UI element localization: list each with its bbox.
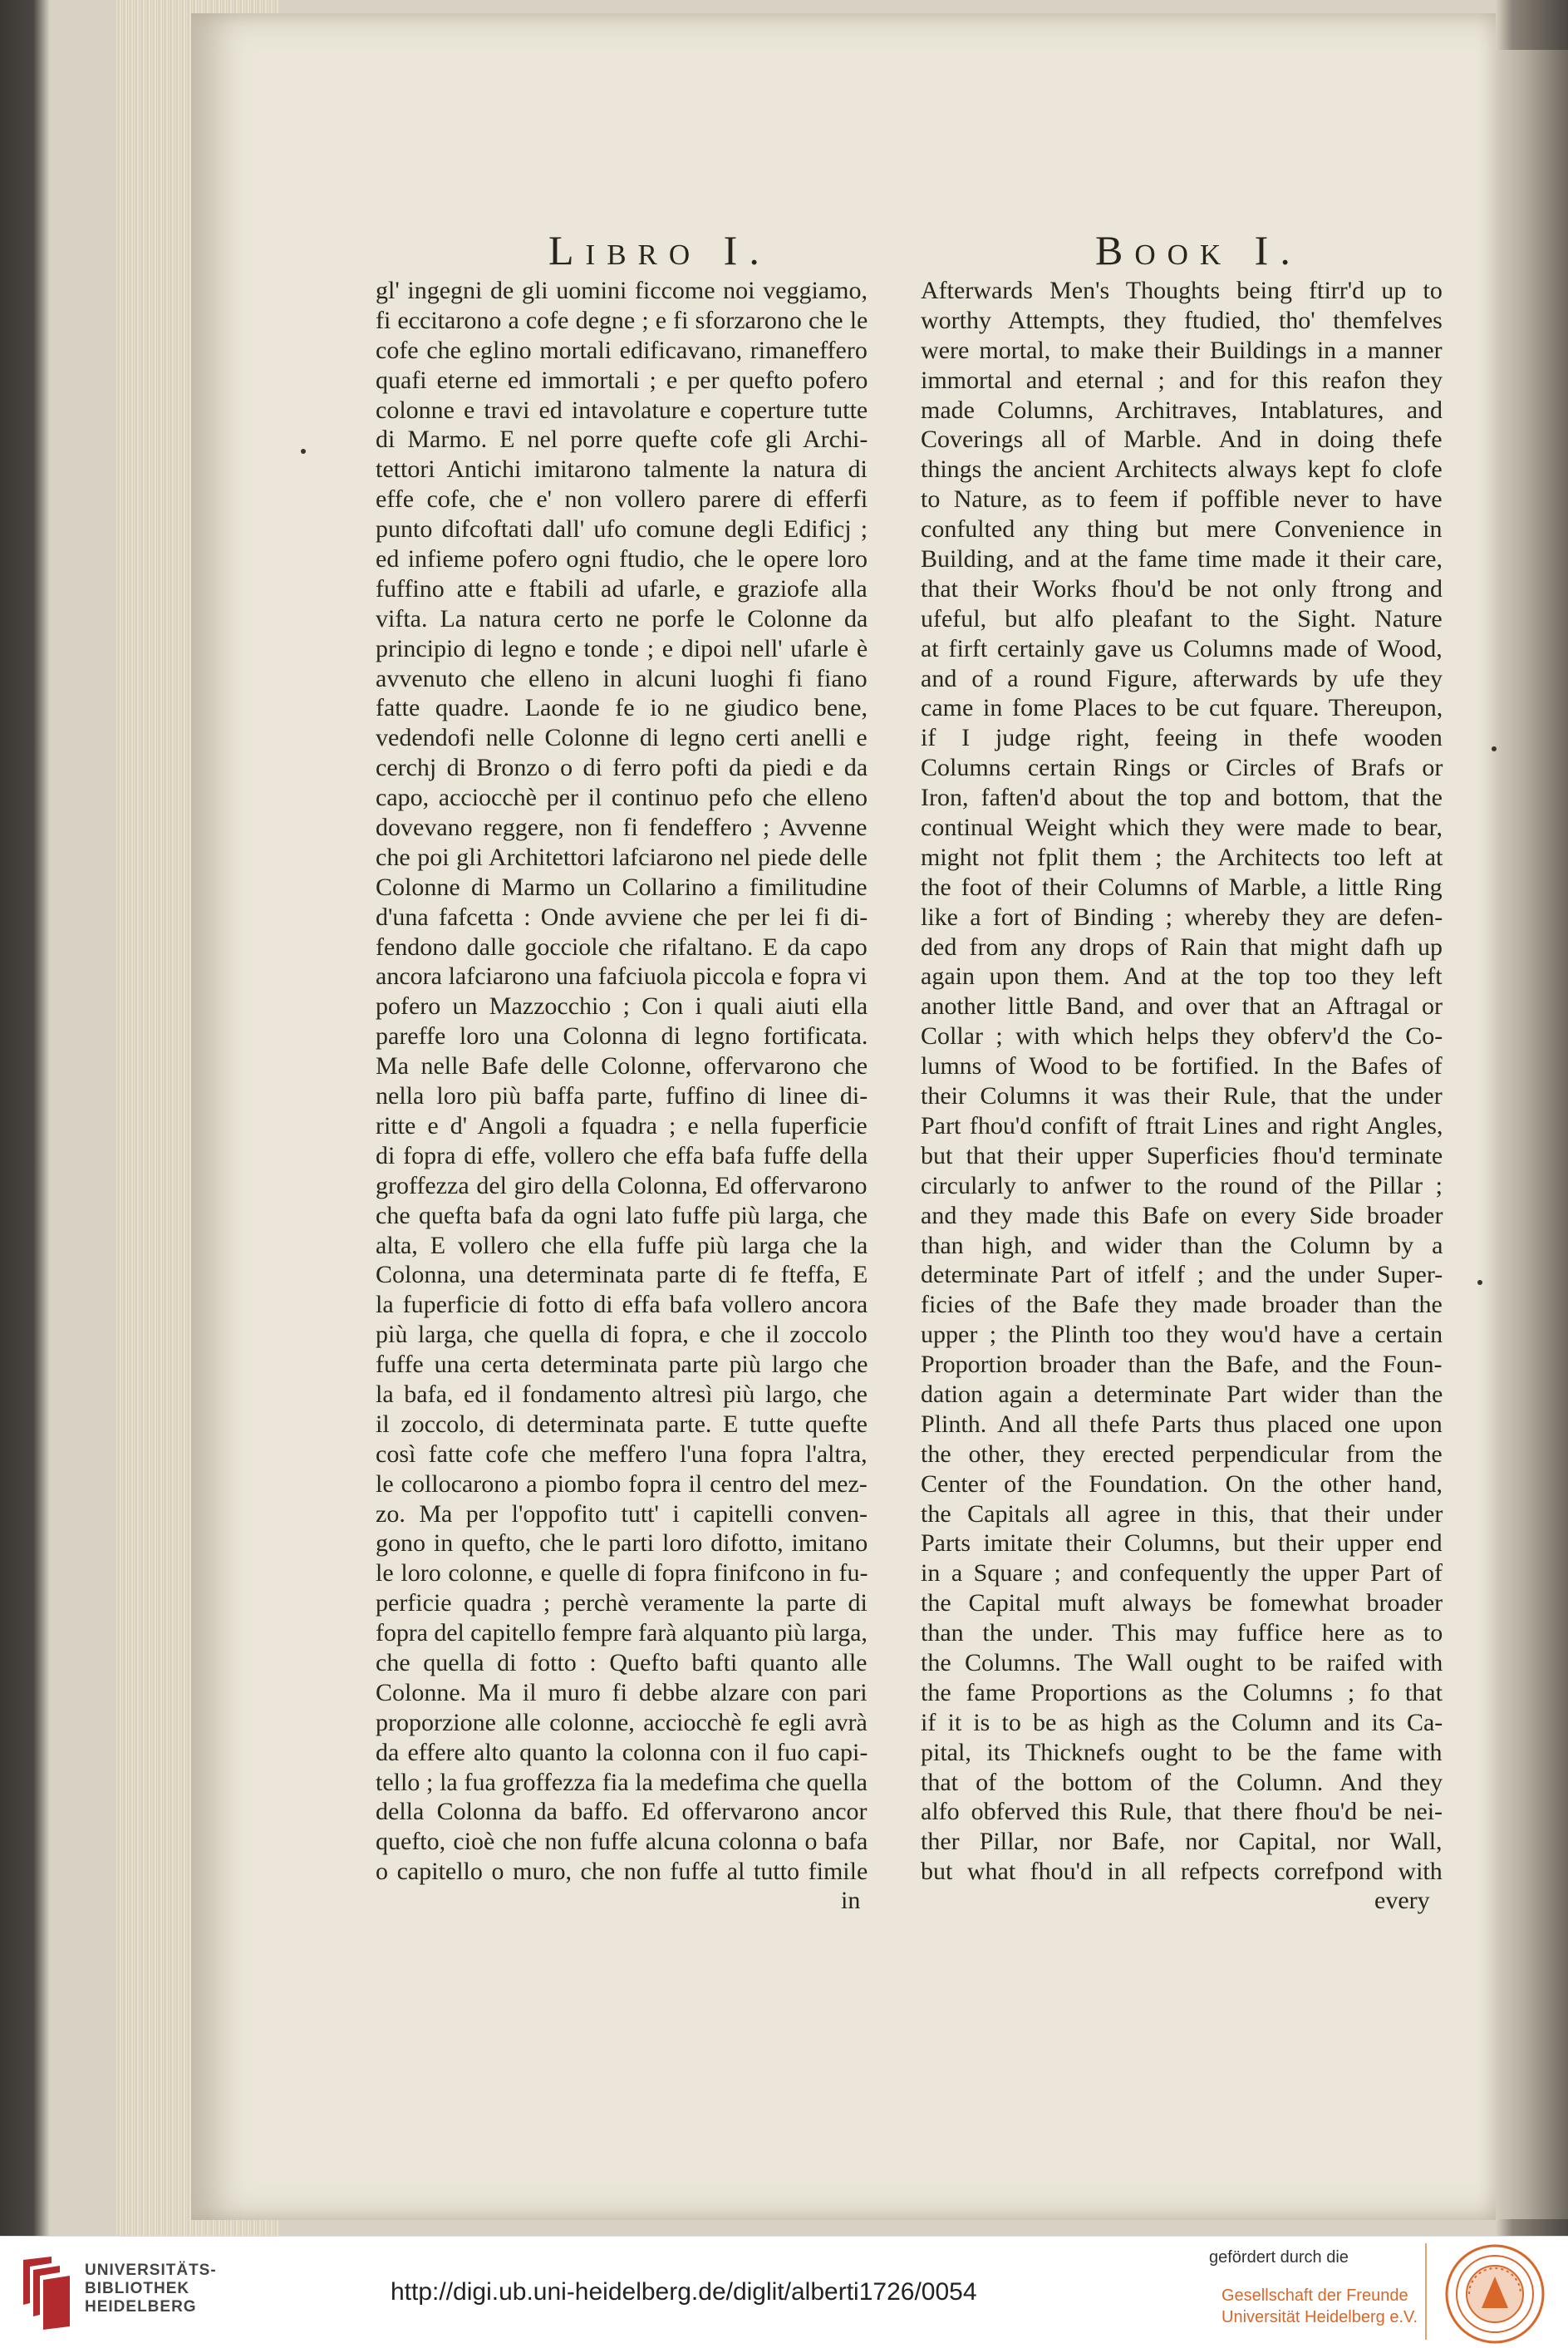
text-line: and they made this Bafe on every Side broader	[921, 1201, 1443, 1229]
text-line: the Capitals all agree in this, that their under	[921, 1499, 1443, 1528]
text-line: ufeful, but alfo pleafant to the Sight. Nature	[921, 604, 1443, 633]
text-line: Colonna, una determinata parte di fe fteffa, E	[376, 1261, 868, 1289]
text-line: tello ; la fua groffezza fia la medefima che quella	[376, 1768, 868, 1796]
english-text-column	[921, 276, 1443, 1887]
university-seal-icon	[1444, 2243, 1546, 2345]
text-line: worthy Attempts, they ftudied, tho' themfelves	[921, 306, 1443, 334]
text-line: cerchj di Bronzo o di ferro pofti da piedi e da	[376, 754, 868, 782]
university-library-name	[85, 2262, 217, 2316]
text-line: made Columns, Architraves, Intablatures, and	[921, 396, 1443, 424]
text-line: circularly to anfwer to the round of the Pillar ;	[921, 1171, 1443, 1199]
text-line: ficies of the Bafe they made broader than the	[921, 1291, 1443, 1319]
text-line: proporzione alle colonne, acciocchè fe egli avrà	[376, 1708, 868, 1736]
text-line: fatte quadre. Laonde fe io ne giudico bene,	[376, 694, 868, 722]
text-line: alfo obferved this Rule, that there fhou'd be nei-	[921, 1798, 1443, 1826]
text-line: pofero un Mazzocchio ; Con i quali aiuti ella	[376, 992, 868, 1021]
text-line: again upon them. And at the top too they left	[921, 962, 1443, 991]
text-line: Coverings all of Marble. And in doing thefe	[921, 426, 1443, 454]
text-line: della Colonna da baffo. Ed offervarono ancor	[376, 1798, 868, 1826]
text-line: if it is to be as high as the Column and its Ca-	[921, 1708, 1443, 1736]
text-line: dation again a determinate Part wider than the	[921, 1380, 1443, 1408]
text-line: immortal and eternal ; and for this reafon they	[921, 366, 1443, 394]
text-line: determinate Part of itfelf ; and the under Super-	[921, 1261, 1443, 1289]
library-name-line: BIBLIOTHEK	[85, 2280, 190, 2297]
text-line: più larga, che quella di fopra, e che il zoccolo	[376, 1321, 868, 1349]
viewer-footer	[0, 2236, 1568, 2348]
text-line: capo, acciocchè per il continuo pefo che elleno	[376, 784, 868, 812]
text-line: che quefta bafa da ogni lato fuffe più larga, che	[376, 1201, 868, 1229]
text-line: ancora lafciarono una fafciuola piccola e fopra vi	[376, 962, 868, 991]
sponsor-name-line: Universität Heidelberg e.V.	[1221, 2308, 1418, 2326]
text-line: lumns of Wood to be fortified. In the Bafes of	[921, 1052, 1443, 1080]
university-library-logo-icon[interactable]	[18, 2253, 75, 2331]
text-line: Parts imitate their Columns, but their upper end	[921, 1529, 1443, 1558]
text-line: la bafa, ed il fondamento altresì più largo, che	[376, 1380, 868, 1408]
text-line: quefto, cioè che non fuffe alcuna colonna o bafa	[376, 1828, 868, 1856]
text-line: perficie quadra ; perchè veramente la parte di	[376, 1589, 868, 1617]
text-line: zo. Ma per l'oppofito tutt' i capitelli conven-	[376, 1499, 868, 1528]
sponsor-label: gefördert durch die	[1209, 2248, 1349, 2267]
text-line: ded from any drops of Rain that might dafh up	[921, 933, 1443, 961]
text-line: Colonne di Marmo un Collarino a fimilitudine	[376, 873, 868, 901]
text-line: che poi gli Architettori lafciarono nel piede delle	[376, 843, 868, 871]
text-line: fuffino atte e ftabili ad ufarle, e graziofe alla	[376, 574, 868, 603]
text-line: but what fhou'd in all refpects correfpond with	[921, 1858, 1443, 1886]
text-line: Plinth. And all thefe Parts thus placed one upon	[921, 1410, 1443, 1438]
text-line: ed infieme pofero ogni ftudio, che le opere loro	[376, 545, 868, 573]
margin-dot-right	[1477, 1280, 1482, 1285]
text-line: principio di legno e tonde ; e dipoi nell' ufarle è	[376, 634, 868, 662]
text-line: vedendofi nelle Colonne di legno certi anelli e	[376, 724, 868, 752]
text-line: that of the bottom of the Column. And they	[921, 1768, 1443, 1796]
facing-page-edge	[1496, 50, 1568, 2219]
text-line: fopra del capitello fempre farà alquanto più larga,	[376, 1619, 868, 1647]
text-line: their Columns it was their Rule, that the under	[921, 1082, 1443, 1110]
sponsor-name-line: Gesellschaft der Freunde	[1221, 2286, 1408, 2305]
text-line: di fopra di effe, vollero che effa bafa fuffe della	[376, 1141, 868, 1169]
text-line: another little Band, and over that an Aftragal or	[921, 992, 1443, 1021]
sponsor-name[interactable]	[1221, 2285, 1418, 2328]
footer-divider	[1425, 2243, 1427, 2340]
text-line: Afterwards Men's Thoughts being ftirr'd up to	[921, 277, 1443, 304]
text-line: fi eccitarono a cofe degne ; e fi sforzarono che le	[376, 306, 868, 334]
text-line: Columns certain Rings or Circles of Brafs or	[921, 754, 1443, 782]
text-line: d'una fafcetta : Onde avviene che per lei fi di-	[376, 903, 868, 931]
library-name-line: HEIDELBERG	[85, 2298, 197, 2316]
text-line: pital, its Thicknefs ought to be the fame with	[921, 1738, 1443, 1766]
text-line: fuffe una certa determinata parte più largo che	[376, 1351, 868, 1379]
text-line: in a Square ; and confequently the upper Part of	[921, 1559, 1443, 1587]
text-line: might not fplit them ; the Architects too left at	[921, 843, 1443, 871]
text-line: o capitello o muro, che non fuffe al tutto fimile	[376, 1858, 868, 1886]
text-line: gono in quefto, che le parti loro difotto, imitano	[376, 1529, 868, 1558]
text-line: avvenuto che elleno in alcuni luoghi fi fiano	[376, 664, 868, 692]
text-line: groffezza del giro della Colonna, Ed offervarono	[376, 1171, 868, 1199]
text-line: things the ancient Architects always kept fo clofe	[921, 455, 1443, 484]
text-line: Proportion broader than the Bafe, and the Foun-	[921, 1351, 1443, 1379]
text-line: Building, and at the fame time made it their care,	[921, 545, 1443, 573]
text-line: Iron, faften'd about the top and bottom, that the	[921, 784, 1443, 812]
text-line: but that their upper Superficies fhou'd terminate	[921, 1141, 1443, 1169]
text-line: vifta. La natura certo ne porfe le Colonne da	[376, 604, 868, 633]
text-line: were mortal, to make their Buildings in a manner	[921, 336, 1443, 364]
text-line: fendono dalle gocciole che rifaltano. E da capo	[376, 933, 868, 961]
text-line: came in fome Places to be cut fquare. Thereupon,	[921, 694, 1443, 722]
library-name-line: UNIVERSITÄTS-	[85, 2262, 217, 2279]
text-line: upper ; the Plinth too they wou'd have a certain	[921, 1321, 1443, 1349]
text-line: ther Pillar, nor Bafe, nor Capital, nor Wall,	[921, 1828, 1443, 1856]
catchword-left: in	[841, 1887, 861, 1914]
text-line: the other, they erected perpendicular from the	[921, 1440, 1443, 1468]
text-line: to Nature, as to feem if poffible never to have	[921, 485, 1443, 514]
text-line: and of a round Figure, afterwards by ufe they	[921, 664, 1443, 692]
text-line: than the under. This may fuffice here as to	[921, 1619, 1443, 1647]
text-line: così fatte cofe che meffero l'una fopra l'altra,	[376, 1440, 868, 1468]
text-line: Ma nelle Bafe delle Colonne, offervarono che	[376, 1052, 868, 1080]
running-head-left: Libro I.	[548, 227, 771, 273]
text-line: confulted any thing but mere Convenience in	[921, 515, 1443, 544]
margin-dot-right	[1492, 746, 1497, 751]
text-line: le loro colonne, e quelle di fopra finifcono in fu-	[376, 1559, 868, 1587]
margin-dot-left	[301, 449, 306, 454]
text-line: Center of the Foundation. On the other hand,	[921, 1469, 1443, 1498]
catchword-right: every	[1374, 1887, 1430, 1914]
text-line: ritte e d' Angoli a fquadra ; e nella fuperficie	[376, 1111, 868, 1140]
text-line: effe cofe, che e' non vollero parere di efferfi	[376, 485, 868, 514]
text-line: that their Works fhou'd be not only ftrong and	[921, 574, 1443, 603]
text-line: the Columns. The Wall ought to be raifed with	[921, 1648, 1443, 1676]
text-line: il zoccolo, di determinata parte. E tutte quefte	[376, 1410, 868, 1438]
text-line: at firft certainly gave us Columns made of Wood,	[921, 634, 1443, 662]
text-line: punto difcoftati dall' ufo comune degli Edificj ;	[376, 515, 868, 544]
text-line: pareffe loro una Colonna di legno fortificata.	[376, 1022, 868, 1051]
text-line: gl' ingegni de gli uomini ficcome noi veggiamo,	[376, 277, 868, 304]
running-head-right: Book I.	[1095, 227, 1302, 273]
text-line: le collocarono a piombo fopra il centro del mez-	[376, 1469, 868, 1498]
text-line: cofe che eglino mortali edificavano, rimaneffero	[376, 336, 868, 364]
text-line: the Capital muft always be fomewhat broader	[921, 1589, 1443, 1617]
text-line: Collar ; with which helps they obferv'd the Co-	[921, 1022, 1443, 1051]
text-line: di Marmo. E nel porre quefte cofe gli Archi-	[376, 426, 868, 454]
text-line: like a fort of Binding ; whereby they are defen-	[921, 903, 1443, 931]
italian-text-column	[376, 276, 868, 1887]
text-line: quafi eterne ed immortali ; e per quefto pofero	[376, 366, 868, 394]
text-line: the fame Proportions as the Columns ; fo that	[921, 1678, 1443, 1706]
text-line: than high, and wider than the Column by a	[921, 1231, 1443, 1259]
text-line: Part fhou'd confift of ftrait Lines and right Angles,	[921, 1111, 1443, 1140]
permalink-url[interactable]: http://digi.ub.uni-heidelberg.de/diglit/alberti1726/0054	[391, 2278, 977, 2306]
text-line: tettori Antichi imitarono talmente la natura di	[376, 455, 868, 484]
text-line: la fuperficie di fotto di effa bafa vollero ancora	[376, 1291, 868, 1319]
text-line: nella loro più baffa parte, fuffino di linee di-	[376, 1082, 868, 1110]
text-line: da effere alto quanto la colonna con il fuo capi-	[376, 1738, 868, 1766]
text-line: dovevano reggere, non fi fendeffero ; Avvenne	[376, 814, 868, 842]
text-line: if I judge right, feeing in thefe wooden	[921, 724, 1443, 752]
text-line: colonne e travi ed intavolature e coperture tutte	[376, 396, 868, 424]
text-line: alta, E vollero che ella fuffe più larga che la	[376, 1231, 868, 1259]
text-line: Colonne. Ma il muro fi debbe alzare con pari	[376, 1678, 868, 1706]
text-line: che quella di fotto : Quefto bafti quanto alle	[376, 1648, 868, 1676]
text-line: continual Weight which they were made to bear,	[921, 814, 1443, 842]
text-line: the foot of their Columns of Marble, a little Ring	[921, 873, 1443, 901]
